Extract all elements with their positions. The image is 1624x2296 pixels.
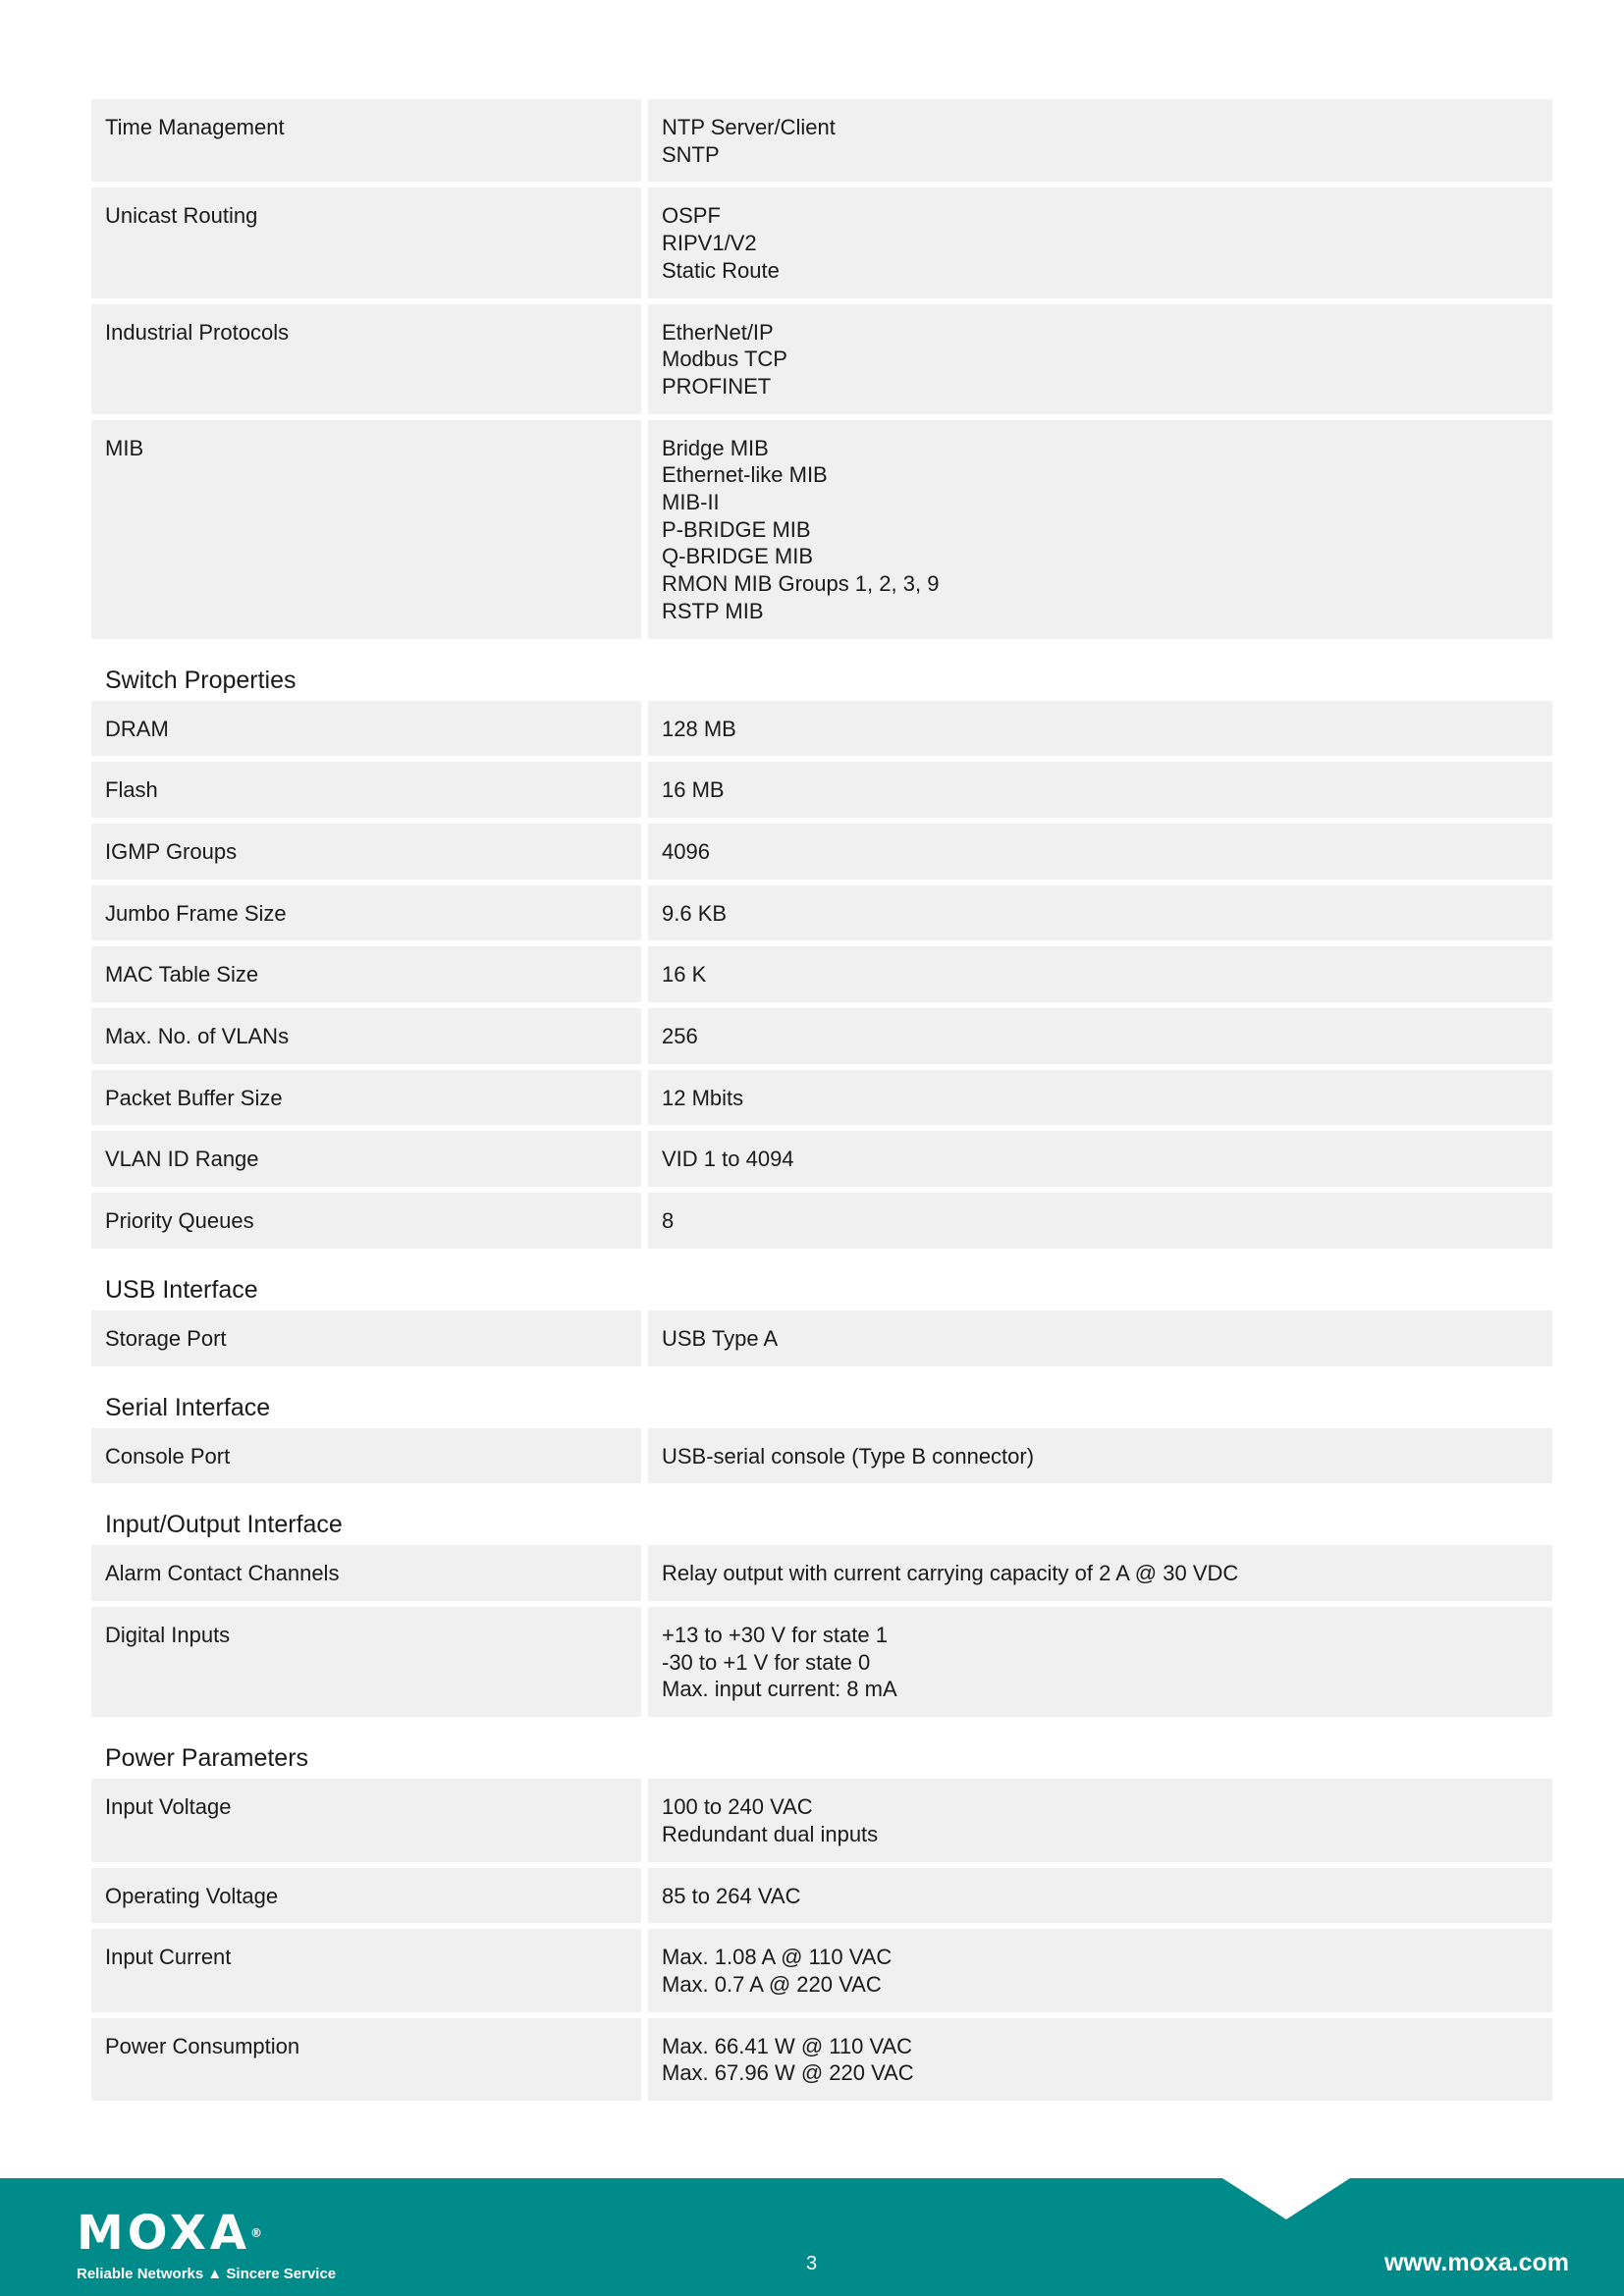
spec-value-line: Static Route bbox=[662, 257, 780, 283]
spec-value-line: EtherNet/IP bbox=[662, 319, 774, 345]
spec-row bbox=[91, 885, 1552, 941]
spec-label: Input Current bbox=[91, 1929, 641, 2011]
spec-value-line: MIB-II bbox=[662, 490, 720, 515]
section-title: USB Interface bbox=[105, 1275, 258, 1304]
spec-value-line: Max. 66.41 W @ 110 VAC bbox=[662, 2033, 913, 2058]
spec-row bbox=[91, 1008, 1552, 1064]
website-link[interactable]: www.moxa.com bbox=[1383, 2249, 1569, 2276]
spec-row bbox=[91, 1607, 1552, 1717]
spec-table bbox=[91, 99, 1552, 2107]
spec-value-line: 16 K bbox=[662, 962, 707, 988]
spec-label: Console Port bbox=[91, 1428, 641, 1484]
spec-value bbox=[648, 1779, 1552, 1861]
spec-row bbox=[91, 187, 1552, 297]
spec-value-line: Q-BRIDGE MIB bbox=[662, 544, 814, 569]
spec-row bbox=[91, 1310, 1552, 1366]
spec-value bbox=[648, 1868, 1552, 1924]
spec-value bbox=[648, 1131, 1552, 1187]
moxa-logo bbox=[77, 2206, 263, 2261]
spec-value-line: RIPV1/V2 bbox=[662, 231, 757, 256]
spec-value-line: Max. input current: 8 mA bbox=[662, 1677, 897, 1702]
spec-value-line: USB Type A bbox=[662, 1325, 779, 1351]
spec-value bbox=[648, 187, 1552, 297]
spec-label: Input Voltage bbox=[91, 1779, 641, 1861]
spec-value bbox=[648, 1607, 1552, 1717]
spec-label: Unicast Routing bbox=[91, 187, 641, 297]
spec-row bbox=[91, 420, 1552, 639]
spec-label: Packet Buffer Size bbox=[91, 1070, 641, 1126]
spec-value bbox=[648, 1070, 1552, 1126]
spec-value-line: +13 to +30 V for state 1 bbox=[662, 1622, 888, 1647]
section-title: Power Parameters bbox=[105, 1744, 309, 1773]
spec-row bbox=[91, 304, 1552, 414]
spec-value-line: 85 to 264 VAC bbox=[662, 1883, 801, 1908]
spec-value bbox=[648, 304, 1552, 414]
spec-label: Priority Queues bbox=[91, 1193, 641, 1249]
spec-row bbox=[91, 1779, 1552, 1861]
page-footer bbox=[0, 2178, 1624, 2296]
spec-label: Time Management bbox=[91, 99, 641, 182]
spec-value-line: 4096 bbox=[662, 838, 710, 864]
spec-value-line: Max. 1.08 A @ 110 VAC bbox=[662, 1945, 893, 1970]
spec-label: Industrial Protocols bbox=[91, 304, 641, 414]
spec-value-line: SNTP bbox=[662, 141, 720, 167]
spec-row bbox=[91, 1131, 1552, 1187]
spec-value-line: PROFINET bbox=[662, 373, 772, 399]
spec-value bbox=[648, 1193, 1552, 1249]
section-title: Serial Interface bbox=[105, 1393, 271, 1421]
spec-value-line: VID 1 to 4094 bbox=[662, 1147, 794, 1172]
spec-row bbox=[91, 762, 1552, 818]
spec-value-line: 256 bbox=[662, 1024, 698, 1049]
spec-value bbox=[648, 701, 1552, 757]
spec-row bbox=[91, 1070, 1552, 1126]
spec-value bbox=[648, 1310, 1552, 1366]
spec-value bbox=[648, 762, 1552, 818]
spec-value-line: Redundant dual inputs bbox=[662, 1821, 879, 1846]
spec-label: VLAN ID Range bbox=[91, 1131, 641, 1187]
logo-registered-mark: ® bbox=[250, 2226, 263, 2240]
spec-value bbox=[648, 2018, 1552, 2101]
spec-label: Alarm Contact Channels bbox=[91, 1545, 641, 1601]
spec-row bbox=[91, 1929, 1552, 2011]
spec-label: Digital Inputs bbox=[91, 1607, 641, 1717]
spec-value-line: USB-serial console (Type B connector) bbox=[662, 1443, 1035, 1468]
spec-label: Max. No. of VLANs bbox=[91, 1008, 641, 1064]
spec-value bbox=[648, 1008, 1552, 1064]
spec-row bbox=[91, 1193, 1552, 1249]
spec-value-line: 8 bbox=[662, 1208, 675, 1234]
spec-row bbox=[91, 946, 1552, 1002]
spec-value bbox=[648, 824, 1552, 880]
spec-label: Jumbo Frame Size bbox=[91, 885, 641, 941]
spec-value-line: P-BRIDGE MIB bbox=[662, 516, 811, 542]
spec-label: Operating Voltage bbox=[91, 1868, 641, 1924]
spec-value-line: -30 to +1 V for state 0 bbox=[662, 1649, 871, 1675]
spec-row bbox=[91, 1868, 1552, 1924]
section-title: Switch Properties bbox=[105, 666, 297, 694]
spec-value-line: Modbus TCP bbox=[662, 347, 787, 372]
spec-value-line: OSPF bbox=[662, 203, 721, 229]
logo-text: MOXA bbox=[77, 2206, 251, 2261]
spec-row bbox=[91, 824, 1552, 880]
spec-value-line: 128 MB bbox=[662, 716, 736, 741]
spec-value-line: Bridge MIB bbox=[662, 435, 769, 460]
spec-label: IGMP Groups bbox=[91, 824, 641, 880]
spec-row bbox=[91, 1428, 1552, 1484]
spec-value bbox=[648, 1428, 1552, 1484]
spec-row bbox=[91, 99, 1552, 182]
spec-row bbox=[91, 701, 1552, 757]
spec-value bbox=[648, 1545, 1552, 1601]
spec-label: Flash bbox=[91, 762, 641, 818]
page-number: 3 bbox=[806, 2253, 818, 2274]
spec-value-line: Relay output with current carrying capacity of 2 A @ 30 VDC bbox=[662, 1561, 1239, 1586]
spec-row bbox=[91, 2018, 1552, 2101]
spec-label: Storage Port bbox=[91, 1310, 641, 1366]
spec-label: MAC Table Size bbox=[91, 946, 641, 1002]
spec-value-line: 100 to 240 VAC bbox=[662, 1794, 813, 1820]
spec-value bbox=[648, 99, 1552, 182]
spec-value-line: NTP Server/Client bbox=[662, 115, 836, 139]
spec-value-line: RMON MIB Groups 1, 2, 3, 9 bbox=[662, 571, 940, 597]
spec-label: MIB bbox=[91, 420, 641, 639]
spec-value bbox=[648, 1929, 1552, 2011]
spec-value-line: Max. 0.7 A @ 220 VAC bbox=[662, 1971, 882, 1997]
spec-label: DRAM bbox=[91, 701, 641, 757]
section-title: Input/Output Interface bbox=[105, 1511, 343, 1539]
spec-value-line: Ethernet-like MIB bbox=[662, 462, 828, 488]
spec-value-line: RSTP MIB bbox=[662, 598, 764, 623]
spec-value-line: 12 Mbits bbox=[662, 1085, 744, 1110]
footer-notch bbox=[1222, 2178, 1350, 2219]
spec-row bbox=[91, 1545, 1552, 1601]
spec-label: Power Consumption bbox=[91, 2018, 641, 2101]
spec-value-line: 16 MB bbox=[662, 777, 725, 803]
tagline: Reliable Networks ▲ Sincere Service bbox=[77, 2266, 337, 2282]
spec-value-line: Max. 67.96 W @ 220 VAC bbox=[662, 2060, 914, 2086]
spec-value bbox=[648, 885, 1552, 941]
spec-value bbox=[648, 946, 1552, 1002]
spec-value-line: 9.6 KB bbox=[662, 900, 728, 926]
spec-value bbox=[648, 420, 1552, 639]
